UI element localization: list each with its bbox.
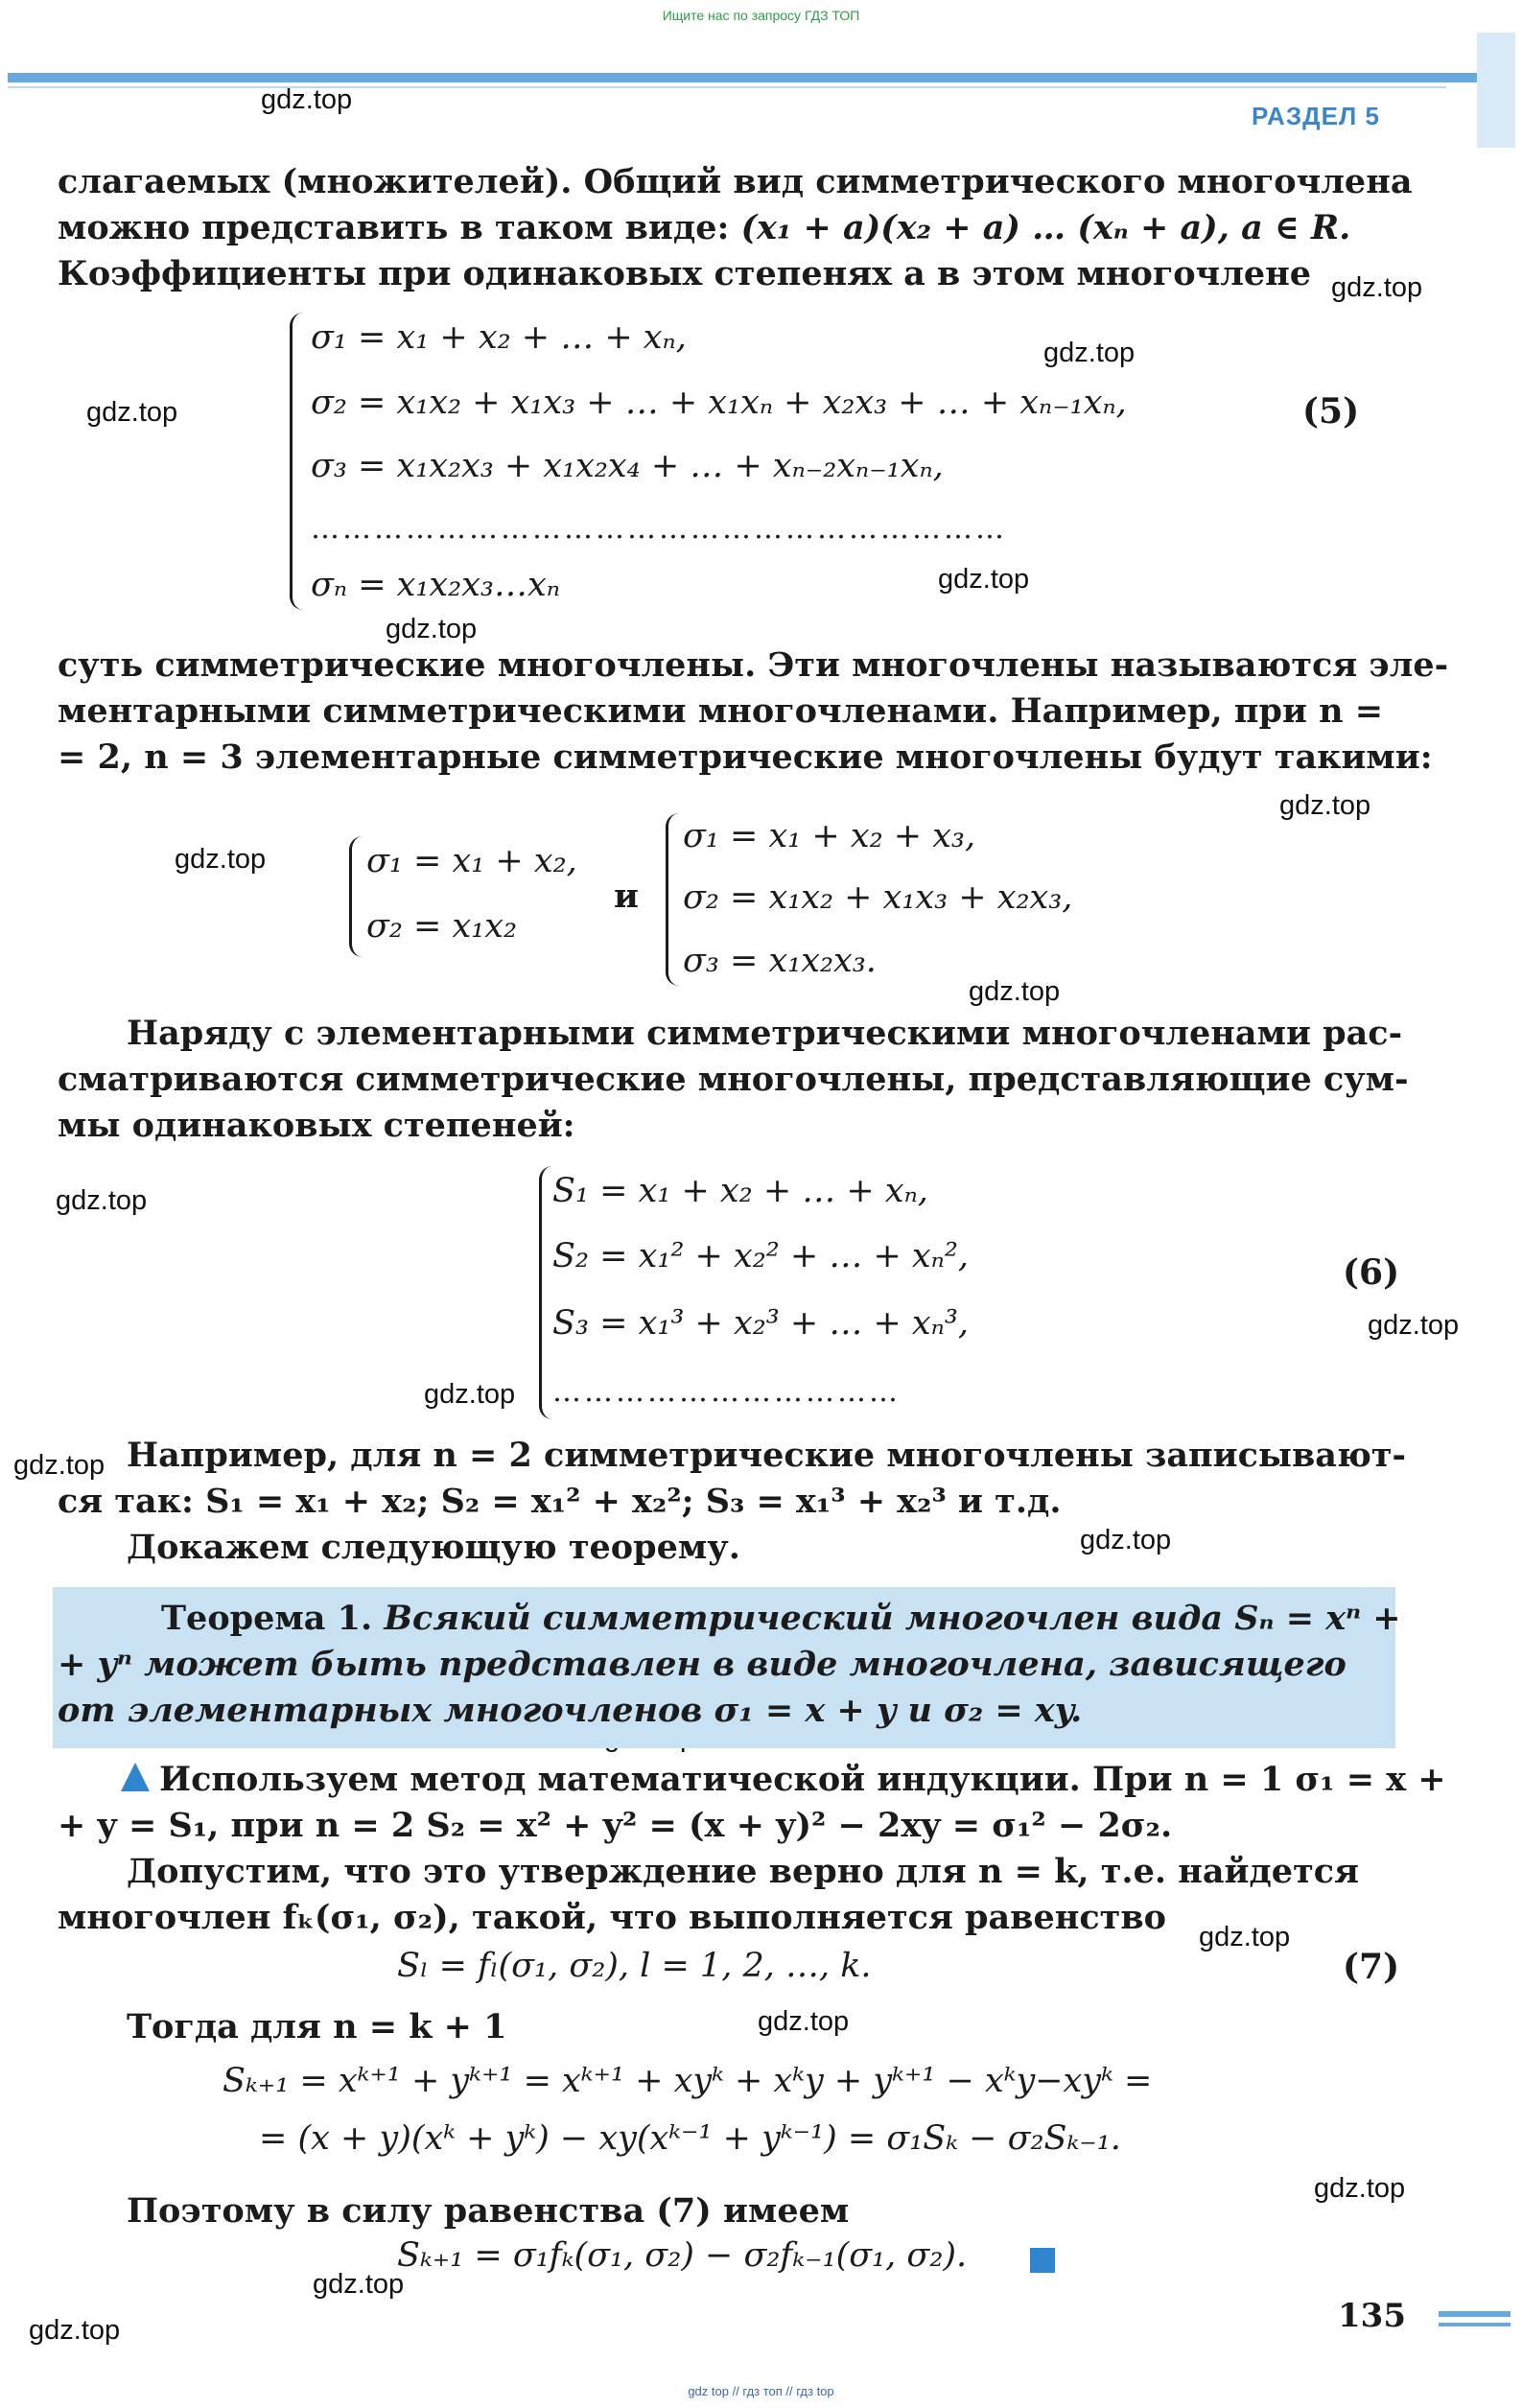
header-rule-thin	[8, 86, 1446, 88]
header-rule	[8, 73, 1513, 82]
watermark: gdz.top	[969, 976, 1061, 1007]
proof-line-6: Поэтому в силу равенства (7) имеем	[127, 2191, 850, 2231]
intro-line-2-text: можно представить в таком виде:	[58, 208, 730, 247]
theorem-line-3: от элементарных многочленов σ₁ = x + y и σ₂ = xy.	[58, 1691, 1083, 1730]
proof-line-5: Тогда для n = k + 1	[127, 2007, 507, 2046]
system-5-ellipsis: …………………………………………………………	[311, 512, 1007, 546]
system-6-row: S₃ = x₁³ + x₂³ + … + xₙ³,	[552, 1304, 969, 1343]
theorem-text-1: Всякий симметрический многочлен вида Sₙ = xⁿ +	[384, 1599, 1401, 1638]
example-right-row: σ₁ = x₁ + x₂ + x₃,	[683, 817, 976, 855]
equation-9: Sₖ₊₁ = σ₁fₖ(σ₁, σ₂) − σ₂fₖ₋₁(σ₁, σ₂).	[397, 2236, 968, 2275]
intro-formula: (x₁ + a)(x₂ + a) … (xₙ + a), a ∈ R.	[740, 208, 1351, 247]
system-5-row: σₙ = x₁x₂x₃…xₙ	[311, 566, 560, 604]
equation-8b: = (x + y)(xᵏ + yᵏ) − xy(xᵏ⁻¹ + yᵏ⁻¹) = σ₁Sₖ − σ₂Sₖ₋₁.	[259, 2119, 1121, 2158]
system-6-row: S₁ = x₁ + x₂ + … + xₙ,	[552, 1172, 928, 1210]
system-6-brace	[539, 1166, 553, 1419]
watermark: gdz.top	[313, 2269, 405, 2300]
intro-line-2	[58, 205, 1395, 251]
para3-line-1: Наряду с элементарными симметрическими многочленами рас-	[127, 1014, 1403, 1053]
system-5-row: σ₃ = x₁x₂x₃ + x₁x₂x₄ + … + xₙ₋₂xₙ₋₁xₙ,	[311, 447, 944, 485]
theorem-line-2: + yⁿ может быть представлен в виде многочлена, зависящего	[58, 1645, 1346, 1684]
watermark: gdz.top	[386, 614, 478, 644]
example-right-row: σ₃ = x₁x₂x₃.	[683, 942, 877, 980]
watermark: gdz.top	[1080, 1525, 1172, 1555]
para2-line-2: ментарными симметрическими многочленами. Например, при n =	[58, 691, 1384, 731]
watermark: gdz.top	[1368, 1310, 1460, 1341]
top-note: Ищите нас по запросу ГДЗ ТОП	[662, 8, 860, 23]
para4-line-3: Докажем следующую теорему.	[127, 1528, 740, 1567]
proof-line-1: Используем метод математической индукции. При n = 1 σ₁ = x +	[159, 1760, 1446, 1799]
watermark: gdz.top	[424, 1379, 516, 1410]
proof-line-4: многочлен fₖ(σ₁, σ₂), такой, что выполняется равенство	[58, 1898, 1167, 1937]
example-right-brace	[666, 813, 680, 986]
section-label: РАЗДЕЛ 5	[1252, 102, 1380, 130]
theorem-title: Теорема 1.	[161, 1599, 373, 1638]
system-5-brace	[290, 313, 306, 610]
system-6-row: S₂ = x₁² + x₂² + … + xₙ²,	[552, 1237, 969, 1275]
watermark: gdz.top	[938, 564, 1030, 595]
equation-number-5: (5)	[1302, 391, 1360, 432]
para3-line-3: мы одинаковых степеней:	[58, 1106, 575, 1145]
equation-number-7: (7)	[1343, 1947, 1400, 1987]
page-bar	[1439, 2311, 1510, 2317]
page-number: 135	[1338, 2297, 1406, 2335]
intro-line-1: слагаемых (множителей). Общий вид симметрического многочлена	[58, 162, 1413, 201]
system-5-row: σ₁ = x₁ + x₂ + … + xₙ,	[311, 318, 687, 357]
watermark: gdz.top	[1279, 790, 1371, 821]
watermark: gdz.top	[1199, 1922, 1291, 1952]
bottom-note: gdz top // гдз топ // гдз top	[688, 2384, 834, 2398]
equation-7: Sₗ = fₗ(σ₁, σ₂), l = 1, 2, …, k.	[397, 1947, 872, 1985]
example-left-brace	[349, 836, 363, 957]
para4-line-1: Например, для n = 2 симметрические многочлены записывают-	[127, 1436, 1407, 1475]
watermark: gdz.top	[86, 397, 178, 428]
example-right-row: σ₂ = x₁x₂ + x₁x₃ + x₂x₃,	[683, 878, 1073, 917]
watermark: gdz.top	[13, 1450, 105, 1481]
example-left-row: σ₂ = x₁x₂	[366, 907, 518, 946]
system-6-ellipsis: ……………………………	[552, 1375, 901, 1409]
proof-line-2: + y = S₁, при n = 2 S₂ = x² + y² = (x + y)² − 2xy = σ₁² − 2σ₂.	[58, 1806, 1173, 1845]
intro-line-3: Коэффициенты при одинаковых степенях a в этом многочлене	[58, 254, 1312, 293]
para3-line-2: сматриваются симметрические многочлены, представляющие сум-	[58, 1060, 1409, 1099]
watermark: gdz.top	[175, 844, 267, 875]
equation-8a: Sₖ₊₁ = xᵏ⁺¹ + yᵏ⁺¹ = xᵏ⁺¹ + xyᵏ + xᵏy + yᵏ⁺¹ − xᵏy−xyᵏ =	[222, 2062, 1153, 2100]
proof-line-3: Допустим, что это утверждение верно для n = k, т.е. найдется	[127, 1852, 1359, 1891]
corner-decoration	[1477, 33, 1515, 148]
para4-line-2: ся так: S₁ = x₁ + x₂; S₂ = x₁² + x₂²; S₃ = x₁³ + x₂³ и т.д.	[58, 1482, 1062, 1521]
watermark: gdz.top	[1331, 272, 1423, 303]
proof-start-icon	[121, 1763, 150, 1791]
watermark: gdz.top	[29, 2315, 121, 2346]
theorem-line-1	[161, 1596, 1401, 1642]
proof-end-icon	[1030, 2248, 1055, 2273]
example-left-row: σ₁ = x₁ + x₂,	[366, 842, 577, 880]
watermark: gdz.top	[1043, 338, 1136, 368]
page-bar-thin	[1439, 2323, 1510, 2326]
system-5-row: σ₂ = x₁x₂ + x₁x₃ + … + x₁xₙ + x₂x₃ + … + xₙ₋₁xₙ,	[311, 384, 1127, 422]
para2-line-3: = 2, n = 3 элементарные симметрические многочлены будут такими:	[58, 737, 1433, 777]
watermark: gdz.top	[1314, 2173, 1406, 2204]
equation-number-6: (6)	[1343, 1252, 1400, 1293]
para2-line-1: суть симметрические многочлены. Эти многочлены называются эле-	[58, 645, 1449, 685]
watermark: gdz.top	[56, 1185, 148, 1216]
watermark: gdz.top	[261, 84, 353, 115]
watermark: gdz.top	[758, 2006, 850, 2037]
example-conjunction: и	[614, 877, 639, 916]
